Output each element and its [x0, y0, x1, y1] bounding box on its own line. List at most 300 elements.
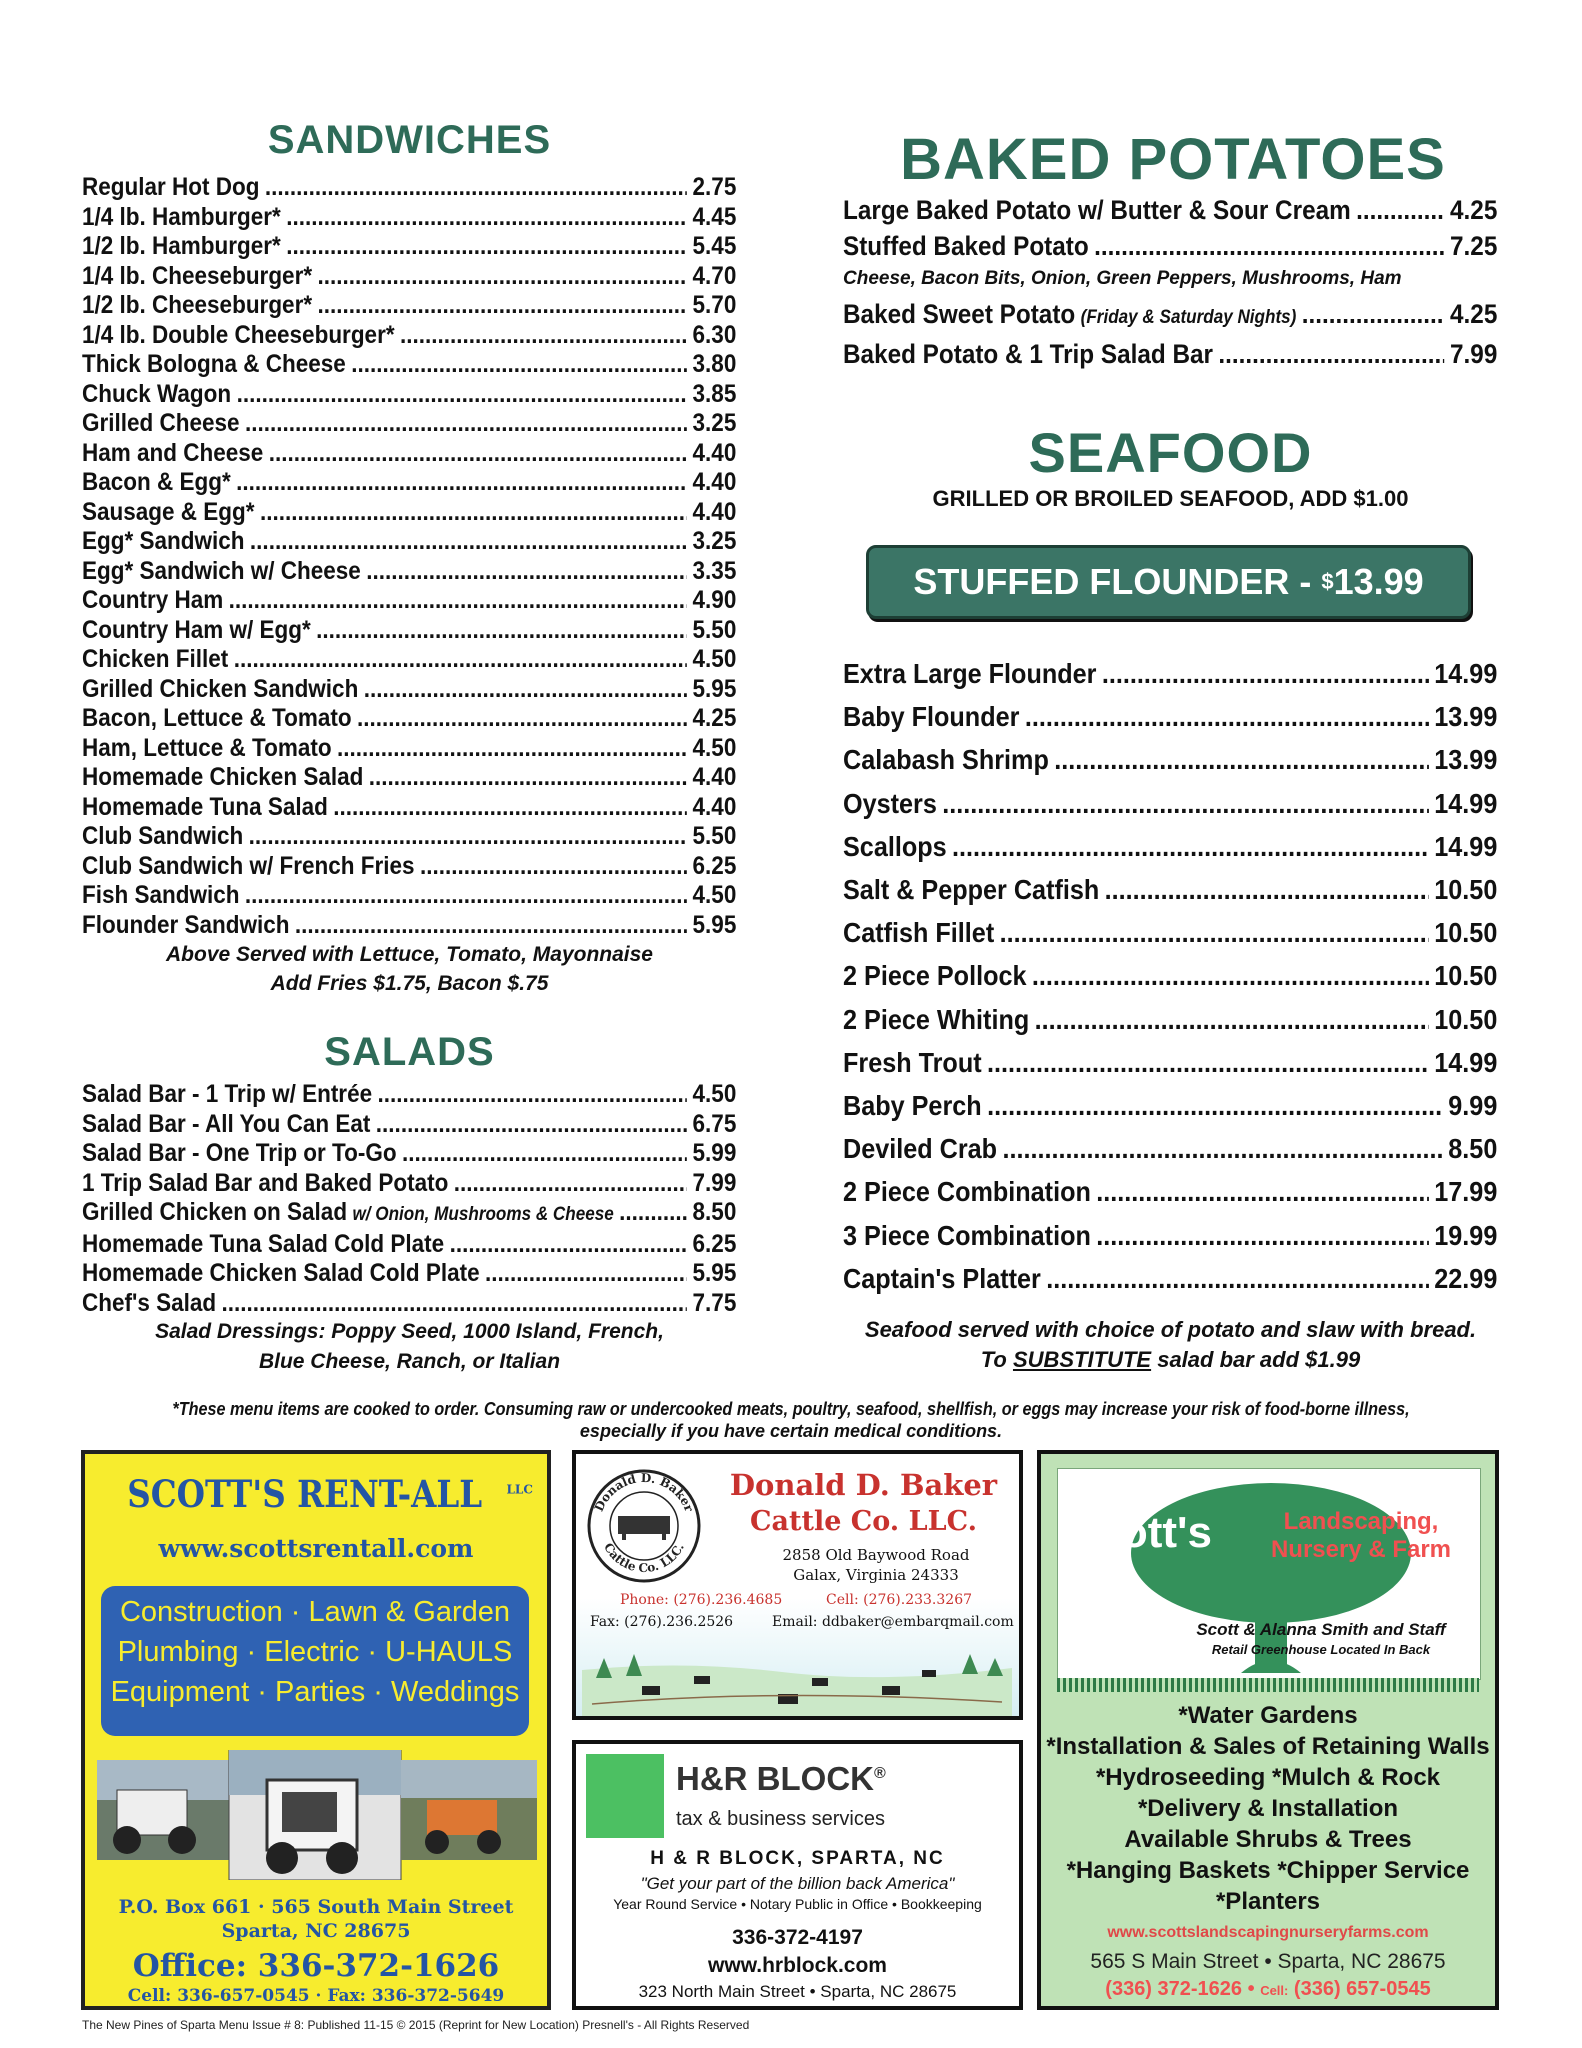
landscaping-tag-2: Nursery & Farm — [1270, 1536, 1452, 1563]
service-line: *Hydroseeding *Mulch & Rock — [1095, 1764, 1441, 1791]
menu-item — [82, 232, 736, 262]
menu-item-price: 4.40 — [692, 763, 737, 791]
ad-baker-cattle — [572, 1450, 1023, 1720]
menu-item-price: 5.50 — [692, 615, 737, 644]
menu-item-price: 5.95 — [692, 674, 737, 703]
dot-leader — [987, 1041, 1429, 1084]
rentall-office: Office: 336-372-1626 — [132, 1948, 500, 1984]
service-line: *Planters — [1215, 1888, 1321, 1915]
dot-leader — [1096, 1170, 1429, 1213]
hrblock-reg: ® — [873, 1765, 886, 1782]
seafood-note-2-sub: SUBSTITUTE — [1012, 1347, 1152, 1372]
hrblock-logo — [586, 1754, 664, 1838]
dot-leader — [333, 793, 687, 823]
menu-item-price: 6.25 — [692, 851, 737, 880]
menu-item — [843, 954, 1497, 997]
menu-item-price: 13.99 — [1434, 701, 1498, 733]
hrblock-brand-text: H&R BLOCK — [676, 1760, 874, 1797]
rentall-services — [101, 1592, 529, 1712]
menu-item — [82, 852, 736, 882]
menu-item — [82, 734, 736, 764]
menu-item — [82, 763, 736, 793]
menu-item — [843, 1127, 1497, 1170]
landscaping-website: www.scottslandscapingnurseryfarms.com — [1107, 1924, 1429, 1941]
menu-item-price: 7.99 — [692, 1168, 737, 1197]
baker-name-2: Cattle Co. LLC. — [750, 1506, 977, 1537]
menu-item-name: Club Sandwich — [82, 822, 244, 850]
hrblock-slogan: "Get your part of the billion back America" — [640, 1874, 955, 1893]
menu-item-note: w/ Onion, Mushrooms & Cheese — [352, 1204, 614, 1225]
menu-item-name: 1/4 lb. Cheeseburger* — [82, 261, 313, 290]
baker-fax: Fax: (276).236.2526 — [590, 1614, 734, 1630]
rentall-llc: LLC — [506, 1482, 533, 1497]
menu-item-name: Country Ham — [82, 586, 224, 614]
menu-item — [82, 380, 736, 410]
landscaping-services — [1041, 1700, 1495, 1917]
dot-leader — [1302, 296, 1445, 332]
service-line: Plumbing · Electric · U-HAULS — [117, 1636, 513, 1668]
rentall-cell-fax: Cell: 336-657-0545 · Fax: 336-372-5649 — [127, 1986, 505, 2006]
menu-item-price: 4.50 — [692, 881, 737, 909]
seafood-note-1: Seafood served with choice of potato and slaw with bread. — [864, 1317, 1477, 1342]
menu-item-name: Scallops — [843, 830, 947, 862]
sandwiches-title: SANDWICHES — [267, 118, 552, 162]
menu-item-price: 3.85 — [692, 379, 737, 408]
dot-leader — [265, 173, 687, 203]
menu-item-name: Deviled Crab — [843, 1133, 998, 1165]
menu-item-name: Homemade Tuna Salad Cold Plate — [82, 1229, 445, 1258]
menu-item-name: Stuffed Baked Potato — [843, 231, 1089, 261]
menu-item — [82, 1289, 736, 1319]
menu-item-name: Egg* Sandwich — [82, 527, 245, 555]
dot-leader — [420, 852, 687, 882]
menu-item-name: Chuck Wagon — [82, 379, 232, 408]
menu-item — [82, 1139, 736, 1169]
menu-item-price: 19.99 — [1434, 1219, 1498, 1251]
menu-item — [843, 336, 1497, 372]
menu-item — [82, 616, 736, 646]
menu-item-price: 4.50 — [692, 1080, 737, 1108]
menu-item — [82, 262, 736, 292]
footer: The New Pines of Sparta Menu Issue # 8: Published 11-15 © 2015 (Reprint for New Location) Presnell's - All Rights Reserved — [82, 2018, 750, 2032]
menu-item-name: Catfish Fillet — [843, 917, 995, 949]
dot-leader — [952, 825, 1429, 868]
dot-leader — [1032, 954, 1429, 997]
menu-item-name: Thick Bologna & Cheese — [82, 350, 346, 378]
landscaping-fence — [1057, 1678, 1479, 1692]
menu-item-name: Grilled Chicken Sandwich — [82, 674, 359, 703]
menu-item — [843, 825, 1497, 868]
menu-item-name: Baked Potato & 1 Trip Salad Bar — [843, 339, 1214, 369]
dot-leader — [229, 586, 687, 616]
baker-phone: Phone: (276).236.4685 — [620, 1592, 783, 1608]
menu-item-price: 4.45 — [692, 202, 737, 231]
dot-leader — [450, 1230, 688, 1260]
menu-item-price: 8.50 — [692, 1198, 737, 1226]
potatoes-title: BAKED POTATOES — [900, 127, 1446, 192]
dot-leader — [249, 822, 687, 852]
hrblock-tagline: tax & business services — [676, 1808, 885, 1830]
rentall-address-1: P.O. Box 661 · 565 South Main Street — [118, 1896, 514, 1918]
menu-item-name: Chef's Salad — [82, 1288, 217, 1317]
menu-item-name: Captain's Platter — [843, 1262, 1041, 1294]
rentall-website: www.scottsrentall.com — [158, 1534, 474, 1563]
menu-item — [843, 911, 1497, 954]
menu-item — [82, 1198, 736, 1230]
rentall-name — [93, 1472, 543, 1516]
landscaping-tag-1: Landscaping, — [1283, 1508, 1439, 1535]
baker-email: Email: ddbaker@embarqmail.com — [772, 1614, 1014, 1630]
dot-leader — [1218, 336, 1444, 372]
dot-leader — [1000, 911, 1429, 954]
ad-scotts-landscaping — [1037, 1450, 1499, 2010]
menu-item-name: 1/4 lb. Double Cheeseburger* — [82, 320, 395, 349]
menu-item-name: Fresh Trout — [843, 1046, 982, 1078]
menu-item-name: Grilled Cheese — [82, 409, 240, 437]
hrblock-services: Year Round Service • Notary Public in Office • Bookkeeping — [613, 1896, 982, 1912]
dot-leader — [1025, 695, 1429, 738]
menu-item-price: 13.99 — [1434, 744, 1498, 776]
menu-item-price: 4.50 — [692, 645, 737, 673]
seafood-note-2 — [843, 1347, 1498, 1373]
hrblock-brand — [676, 1760, 886, 1798]
rentall-name-text: SCOTT'S RENT-ALL — [127, 1472, 483, 1516]
menu-item — [843, 782, 1497, 825]
menu-item-price: 3.25 — [692, 409, 737, 437]
menu-item-name: Baked Sweet Potato — [843, 299, 1076, 329]
menu-item — [82, 321, 736, 351]
disclaimer — [60, 1398, 1522, 1442]
menu-item-name: Chicken Fillet — [82, 645, 229, 673]
dot-leader — [1046, 1257, 1429, 1300]
ad-scotts-rentall — [81, 1450, 551, 2010]
menu-item-price: 4.40 — [692, 497, 737, 526]
menu-item — [82, 675, 736, 705]
menu-item — [82, 498, 736, 528]
menu-item — [82, 881, 736, 911]
menu-item — [82, 439, 736, 469]
rentall-address-2: Sparta, NC 28675 — [221, 1920, 411, 1942]
dot-leader — [237, 380, 688, 410]
dot-leader — [366, 557, 687, 587]
landscaping-phone-line: (336) 372-1626 • Cell: (336) 657-0545 — [1105, 1978, 1431, 2000]
cattle-seal-icon — [584, 1466, 704, 1586]
menu-item-price: 5.45 — [692, 232, 737, 260]
dot-leader — [1094, 228, 1445, 264]
sandwiches-list — [82, 173, 737, 940]
dot-leader — [250, 527, 687, 557]
disclaimer-line-2: especially if you have certain medical conditions. — [579, 1421, 1003, 1441]
menu-item — [82, 822, 736, 852]
menu-item — [843, 296, 1497, 336]
menu-item — [843, 998, 1497, 1041]
menu-item-price: 9.99 — [1448, 1090, 1498, 1122]
menu-item-price: 6.30 — [692, 320, 737, 349]
menu-item-name: 1/2 lb. Hamburger* — [82, 232, 281, 260]
menu-item — [82, 645, 736, 675]
dot-leader — [1002, 1127, 1442, 1170]
banner-label: STUFFED FLOUNDER - — [913, 561, 1312, 602]
dot-leader — [376, 1110, 687, 1140]
menu-item-name: Fish Sandwich — [82, 881, 240, 909]
menu-item-price: 10.50 — [1434, 1003, 1498, 1035]
menu-item-price: 6.25 — [692, 1229, 737, 1258]
menu-item-name: Salad Bar - One Trip or To-Go — [82, 1139, 397, 1167]
landscaping-phone: (336) 372-1626 — [1105, 1978, 1243, 2000]
service-line: Equipment · Parties · Weddings — [110, 1676, 520, 1708]
disclaimer-line-1: *These menu items are cooked to order. Consuming raw or undercooked meats, poultry, seafood, shellfish, or eggs may increase your risk of food-borne illness, — [172, 1399, 1410, 1419]
menu-item-name: Flounder Sandwich — [82, 910, 290, 939]
dot-leader — [1035, 998, 1429, 1041]
service-line: *Water Gardens — [1178, 1702, 1358, 1729]
menu-item-name: Bacon, Lettuce & Tomato — [82, 704, 352, 732]
dot-leader — [337, 734, 687, 764]
menu-item-name: 1/2 lb. Cheeseburger* — [82, 291, 313, 319]
dot-leader — [317, 291, 687, 321]
dot-leader — [236, 468, 687, 498]
menu-item-price: 4.25 — [1450, 195, 1498, 225]
menu-item-name: Oysters — [843, 787, 937, 819]
menu-item-name: Extra Large Flounder — [843, 658, 1097, 689]
menu-item-price: 2.75 — [692, 173, 737, 201]
landscaping-owners: Scott & Alanna Smith and Staff — [1196, 1620, 1446, 1639]
baker-seal — [584, 1466, 704, 1586]
menu-item-name: Baby Flounder — [843, 701, 1020, 733]
menu-item-price: 6.75 — [692, 1109, 737, 1138]
menu-item-name: Grilled Chicken on Salad — [82, 1198, 348, 1226]
menu-item-price: 7.25 — [1450, 231, 1498, 261]
landscaping-cell: (336) 657-0545 — [1293, 1978, 1431, 2000]
dot-leader — [234, 645, 687, 675]
menu-item — [82, 1230, 736, 1260]
menu-item — [82, 1110, 736, 1140]
baker-name-1: Donald D. Baker — [729, 1468, 998, 1502]
salads-note-1: Salad Dressings: Poppy Seed, 1000 Island, French, — [155, 1320, 664, 1343]
sandwiches-note-2: Add Fries $1.75, Bacon $.75 — [270, 972, 549, 995]
landscaping-brand: Scott's — [1067, 1508, 1212, 1557]
menu-item — [843, 738, 1497, 781]
dot-leader — [317, 262, 687, 292]
menu-item-price: 8.50 — [1448, 1133, 1498, 1165]
menu-item — [82, 793, 736, 823]
hrblock-phone: 336-372-4197 — [732, 1926, 863, 1949]
menu-item-price: 4.25 — [1450, 299, 1498, 329]
stuffed-potato-note: Cheese, Bacon Bits, Onion, Green Peppers, Mushrooms, Ham — [843, 268, 1402, 289]
equipment-photo-icon — [97, 1750, 537, 1880]
menu-item-name: 1 Trip Salad Bar and Baked Potato — [82, 1168, 449, 1197]
menu-item-price: 14.99 — [1434, 787, 1498, 819]
menu-item-name: Egg* Sandwich w/ Cheese — [82, 556, 361, 585]
seafood-note-2-pre: To — [980, 1347, 1013, 1372]
dot-leader — [260, 498, 687, 528]
pasture-cattle-icon — [582, 1640, 1012, 1716]
menu-item-name: Large Baked Potato w/ Butter & Sour Cream — [843, 195, 1351, 225]
menu-item — [82, 1080, 736, 1110]
dot-leader — [485, 1259, 687, 1289]
service-line: *Installation & Sales of Retaining Walls — [1046, 1733, 1490, 1760]
menu-item — [843, 228, 1497, 264]
menu-item-name: 1/4 lb. Hamburger* — [82, 202, 281, 231]
service-line: *Delivery & Installation — [1137, 1795, 1399, 1822]
menu-item-name: 2 Piece Combination — [843, 1176, 1091, 1208]
dot-leader — [364, 675, 687, 705]
menu-item-price: 4.40 — [692, 438, 737, 467]
menu-item-name: Homemade Tuna Salad — [82, 792, 328, 821]
menu-item-price: 14.99 — [1434, 1046, 1498, 1078]
hrblock-address: 323 North Main Street • Sparta, NC 28675 — [638, 1982, 957, 2001]
menu-item — [843, 1257, 1497, 1300]
menu-item-price: 4.70 — [692, 261, 737, 290]
landscaping-cell-label: Cell: — [1260, 1983, 1289, 1998]
menu-item-name: Country Ham w/ Egg* — [82, 615, 311, 644]
menu-item-price: 4.50 — [692, 733, 737, 762]
menu-item — [843, 1041, 1497, 1084]
seal-bottom-text: Cattle Co. LLC. — [601, 1540, 687, 1576]
banner-price: 13.99 — [1333, 561, 1424, 602]
menu-item-price: 10.50 — [1434, 960, 1498, 992]
hrblock-office: H & R BLOCK, SPARTA, NC — [650, 1848, 945, 1869]
stuffed-flounder-banner — [866, 545, 1471, 619]
menu-item-price: 5.50 — [692, 822, 737, 850]
potatoes-list-2 — [843, 296, 1498, 372]
menu-item-price: 10.50 — [1434, 874, 1498, 906]
menu-item-name: Sausage & Egg* — [82, 497, 255, 526]
menu-item-price: 17.99 — [1434, 1176, 1498, 1208]
service-line: Construction · Lawn & Garden — [119, 1596, 511, 1628]
potatoes-list — [843, 192, 1498, 264]
dot-leader — [245, 881, 687, 911]
ad-hrblock — [572, 1740, 1023, 2010]
menu-item-price: 3.35 — [692, 556, 737, 585]
menu-item-name: Salad Bar - All You Can Eat — [82, 1109, 371, 1138]
menu-item-price: 4.25 — [692, 704, 737, 732]
menu-item — [82, 557, 736, 587]
dot-leader — [1356, 192, 1445, 228]
baker-cell: Cell: (276).233.3267 — [826, 1592, 973, 1608]
menu-item — [82, 704, 736, 734]
menu-item-price: 14.99 — [1434, 658, 1498, 689]
menu-item-note: (Friday & Saturday Nights) — [1080, 307, 1297, 328]
menu-item-name: Homemade Chicken Salad Cold Plate — [82, 1259, 480, 1287]
menu-item — [843, 1214, 1497, 1257]
menu-item-name: Homemade Chicken Salad — [82, 763, 364, 791]
menu-item — [82, 911, 736, 941]
menu-item — [843, 652, 1497, 695]
menu-item-price: 22.99 — [1434, 1262, 1498, 1294]
menu-item-price: 3.80 — [692, 350, 737, 378]
menu-item-name: Ham and Cheese — [82, 438, 264, 467]
baker-pasture-scene — [582, 1640, 1012, 1716]
menu-item-name: 2 Piece Pollock — [843, 960, 1027, 992]
dot-leader — [351, 350, 687, 380]
menu-item — [82, 586, 736, 616]
dot-leader — [454, 1169, 687, 1199]
dot-leader — [1102, 652, 1429, 695]
menu-item-name: 3 Piece Combination — [843, 1219, 1091, 1251]
dot-leader — [1096, 1214, 1429, 1257]
menu-item-price: 4.40 — [692, 792, 737, 821]
menu-item-price: 5.95 — [692, 910, 737, 939]
dot-leader — [357, 704, 687, 734]
menu-item-price: 7.99 — [1450, 339, 1498, 369]
sandwiches-note-1: Above Served with Lettuce, Tomato, Mayonnaise — [166, 943, 653, 966]
menu-item — [843, 868, 1497, 911]
service-line: *Hanging Baskets *Chipper Service — [1066, 1857, 1470, 1884]
menu-item-name: Regular Hot Dog — [82, 173, 260, 201]
menu-item-price: 4.40 — [692, 468, 737, 496]
menu-item-price: 3.25 — [692, 527, 737, 555]
menu-item — [82, 291, 736, 321]
landscaping-greenhouse: Retail Greenhouse Located In Back — [1211, 1642, 1431, 1657]
hrblock-website: www.hrblock.com — [708, 1954, 887, 1977]
dot-leader — [316, 616, 687, 646]
rentall-photo — [97, 1750, 537, 1880]
menu-item-price: 4.90 — [692, 586, 737, 614]
menu-item-name: Salad Bar - 1 Trip w/ Entrée — [82, 1080, 373, 1108]
seafood-note-2-post: salad bar add $1.99 — [1151, 1347, 1361, 1372]
menu-item-name: Calabash Shrimp — [843, 744, 1049, 776]
dot-leader — [286, 232, 687, 262]
dot-leader — [987, 1084, 1443, 1127]
dot-leader — [286, 203, 687, 233]
menu-item-price: 10.50 — [1434, 917, 1498, 949]
dot-leader — [942, 782, 1429, 825]
salads-note-2: Blue Cheese, Ranch, or Italian — [258, 1350, 561, 1373]
dot-leader — [400, 321, 687, 351]
dot-leader — [295, 911, 687, 941]
menu-item-name: Ham, Lettuce & Tomato — [82, 733, 332, 762]
menu-item — [82, 409, 736, 439]
salads-title: SALADS — [324, 1030, 495, 1074]
menu-item — [843, 1084, 1497, 1127]
seafood-list — [843, 652, 1498, 1300]
menu-item — [82, 350, 736, 380]
menu-item — [82, 203, 736, 233]
dot-leader — [269, 439, 687, 469]
dot-leader — [369, 763, 687, 793]
menu-item-price: 5.95 — [692, 1259, 737, 1287]
service-line: Available Shrubs & Trees — [1124, 1826, 1412, 1853]
salads-list — [82, 1080, 737, 1318]
menu-item-name: 2 Piece Whiting — [843, 1003, 1030, 1035]
menu-item — [82, 527, 736, 557]
menu-item — [843, 192, 1497, 228]
menu-item — [843, 1170, 1497, 1213]
menu-item-name: Salt & Pepper Catfish — [843, 874, 1100, 906]
menu-item-price: 5.70 — [692, 291, 737, 319]
dot-leader — [377, 1080, 687, 1110]
dot-leader — [222, 1289, 688, 1319]
baker-address-1: 2858 Old Baywood Road — [782, 1546, 970, 1564]
menu-item — [82, 1259, 736, 1289]
menu-item-name: Club Sandwich w/ French Fries — [82, 851, 415, 880]
menu-item — [82, 1169, 736, 1199]
dot-leader — [1105, 868, 1429, 911]
menu-item-price: 5.99 — [692, 1139, 737, 1167]
menu-item-price: 7.75 — [692, 1288, 737, 1317]
landscaping-address: 565 S Main Street • Sparta, NC 28675 — [1090, 1950, 1446, 1973]
dot-leader — [245, 409, 687, 439]
menu-item — [82, 173, 736, 203]
seafood-subtitle: GRILLED OR BROILED SEAFOOD, ADD $1.00 — [932, 486, 1409, 511]
menu-item-name: Bacon & Egg* — [82, 468, 231, 496]
dot-leader — [619, 1198, 687, 1228]
menu-item — [82, 468, 736, 498]
baker-address-2: Galax, Virginia 24333 — [793, 1566, 959, 1584]
dot-leader — [402, 1139, 687, 1169]
seal-top-text: Donald D. Baker — [591, 1470, 697, 1514]
menu-item-name: Baby Perch — [843, 1090, 982, 1122]
